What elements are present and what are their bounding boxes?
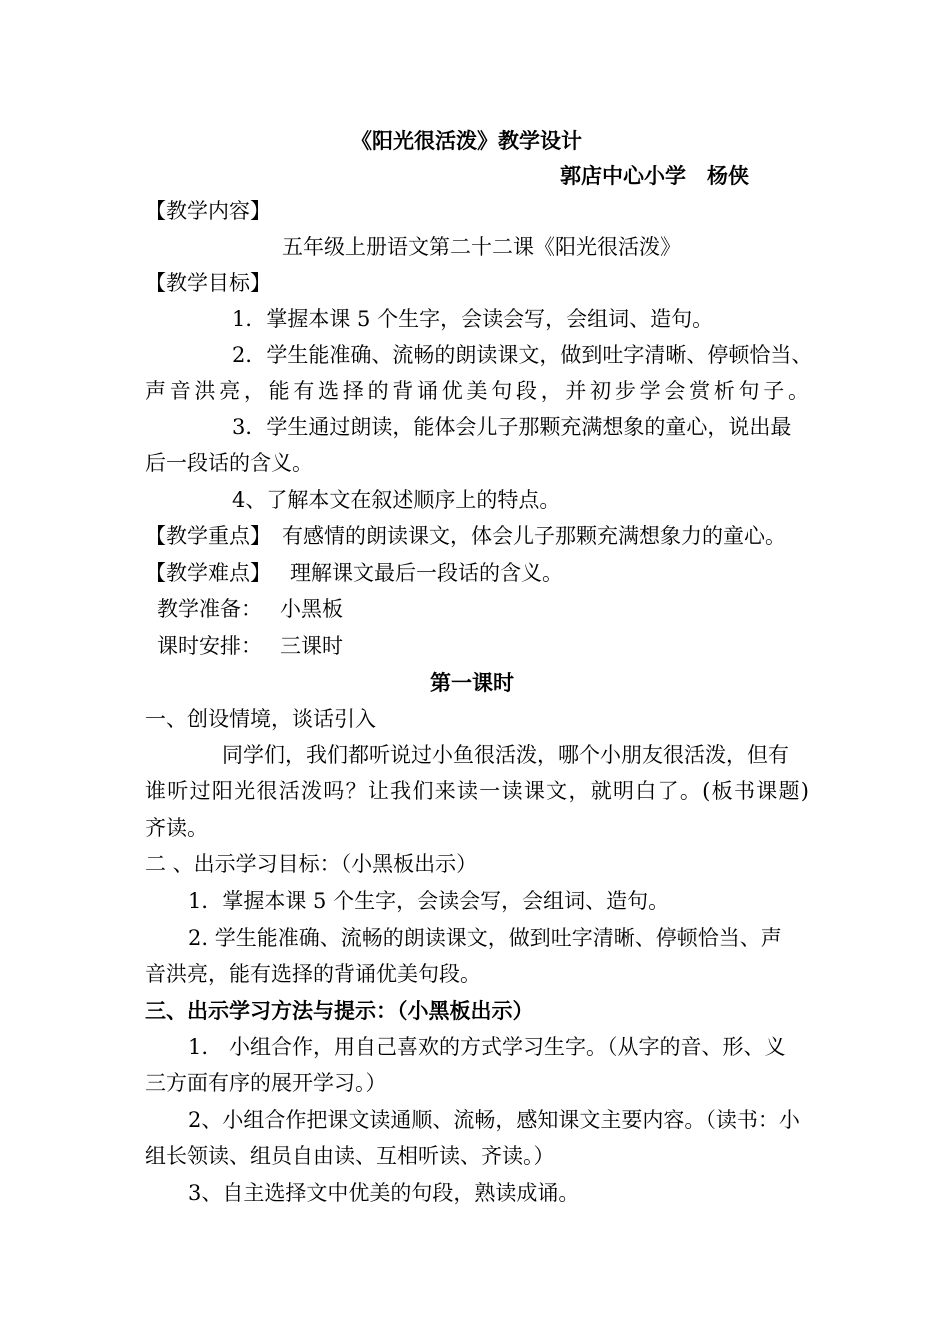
- section-3-item-3: 3、自主选择文中优美的句段，熟读成诵。: [188, 1181, 580, 1205]
- difficulty-text: 理解课文最后一段话的含义。: [290, 561, 563, 585]
- section-2-item-1: 1．掌握本课 5 个生字，会读会写，会组词、造句。: [188, 889, 670, 913]
- prep-text: 小黑板: [280, 597, 343, 621]
- author-line: 郭店中心小学 杨侠: [560, 164, 749, 188]
- section-1-heading: 一、创设情境，谈话引入: [145, 707, 376, 731]
- section-3-item-2-line-2: 组长领读、组员自由读、互相听读、齐读。）: [145, 1144, 555, 1168]
- content-text: 五年级上册语文第二十二课《阳光很活泼》: [282, 235, 681, 259]
- goal-4: 4、了解本文在叙述顺序上的特点。: [232, 488, 561, 512]
- goals-heading: 【教学目标】: [145, 271, 271, 295]
- prep-label: 教学准备：: [157, 597, 262, 621]
- lesson-title: 第一课时: [430, 671, 514, 695]
- section-3-heading: 三、出示学习方法与提示：（小黑板出示）: [145, 999, 534, 1023]
- goal-1: 1．掌握本课 5 个生字，会读会写，会组词、造句。: [232, 307, 714, 331]
- section-2-heading: 二 、出示学习目标：（小黑板出示）: [145, 852, 478, 876]
- key-point-label: 【教学重点】: [145, 524, 271, 548]
- goal-2-line-2: 声音洪亮，能有选择的背诵优美句段，并初步学会赏析句子。: [145, 379, 809, 403]
- section-2-item-2-line-2: 音洪亮，能有选择的背诵优美句段。: [145, 962, 481, 986]
- content-heading: 【教学内容】: [145, 199, 271, 223]
- section-3-item-2-line-1: 2、小组合作把课文读通顺、流畅，感知课文主要内容。（读书：小: [188, 1108, 800, 1132]
- goal-3-line-1: 3．学生通过朗读，能体会儿子那颗充满想象的童心，说出最: [232, 415, 792, 439]
- section-2-item-2-line-1: 2. 学生能准确、流畅的朗读课文，做到吐字清晰、停顿恰当、声: [188, 926, 782, 950]
- section-1-para-line-3: 齐读。: [145, 816, 208, 840]
- section-3-item-1-line-2: 三方面有序的展开学习。）: [145, 1071, 387, 1095]
- key-point-text: 有感情的朗读课文，体会儿子那颗充满想象力的童心。: [282, 524, 786, 548]
- goal-2-line-1: 2．学生能准确、流畅的朗读课文，做到吐字清晰、停顿恰当、: [232, 343, 813, 367]
- section-3-item-1-line-1: 1. 小组合作，用自己喜欢的方式学习生字。（从字的音、形、义: [188, 1035, 786, 1059]
- difficulty-label: 【教学难点】: [145, 561, 271, 585]
- section-1-para-line-2: 谁听过阳光很活泼吗？让我们来读一读课文，就明白了。(板书课题): [145, 779, 809, 803]
- schedule-label: 课时安排：: [157, 634, 262, 658]
- schedule-text: 三课时: [280, 634, 343, 658]
- section-1-para-line-1: 同学们，我们都听说过小鱼很活泼，哪个小朋友很活泼，但有: [222, 743, 789, 767]
- goal-3-line-2: 后一段话的含义。: [145, 451, 313, 475]
- document-title: 《阳光很活泼》教学设计: [351, 129, 582, 153]
